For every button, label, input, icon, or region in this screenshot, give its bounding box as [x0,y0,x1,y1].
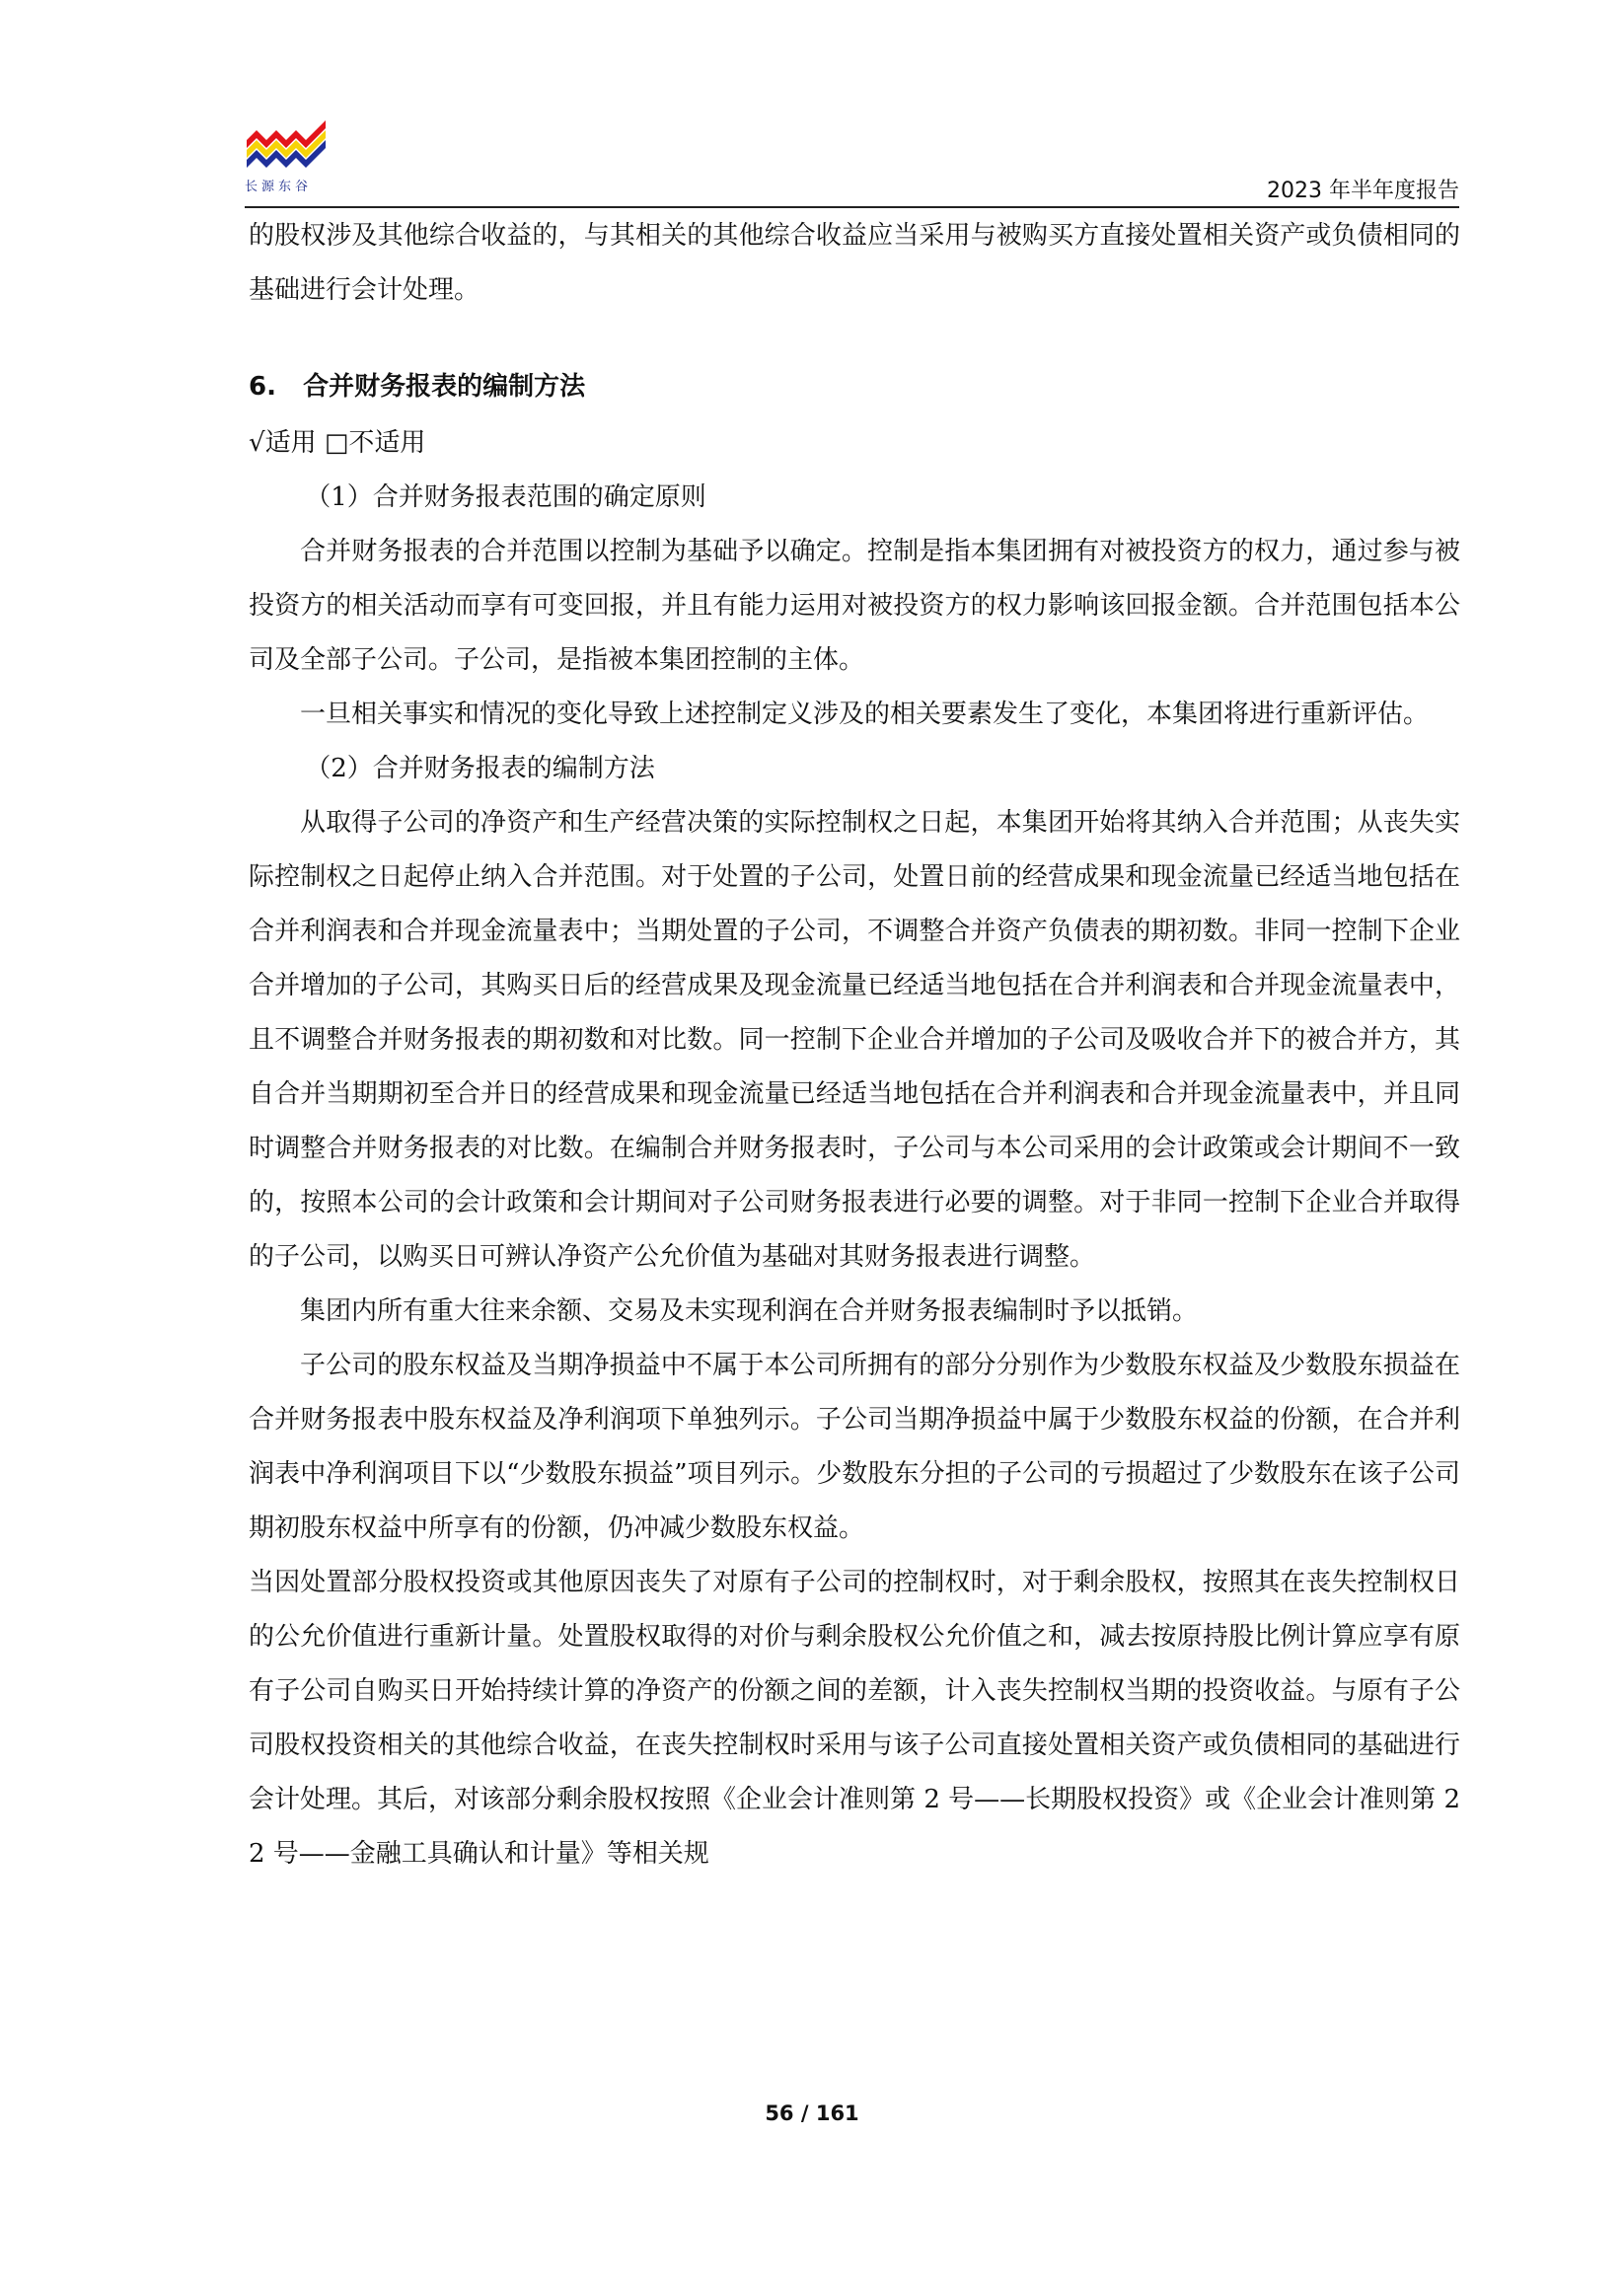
section-title: 合并财务报表的编制方法 [303,372,586,402]
section-number: 6. [249,372,276,402]
company-logo [245,116,333,194]
header-divider [245,206,1459,208]
logo-waves-icon [245,116,328,174]
paragraph: 合并财务报表的合并范围以控制为基础予以确定。控制是指本集团拥有对被投资方的权力，通过参与被投资方的相关活动而享有可变回报，并且有能力运用对被投资方的权力影响该回报金额。合并范围包括本公司及全部子公司。子公司，是指被本集团控制的主体。 [249,537,1460,675]
paragraph: 的股权涉及其他综合收益的，与其相关的其他综合收益应当采用与被购买方直接处置相关资产或负债相同的基础进行会计处理。 [249,221,1460,305]
report-title: 2023 年半年度报告 [1267,179,1459,203]
paragraph: 从取得子公司的净资产和生产经营决策的实际控制权之日起，本集团开始将其纳入合并范围；从丧失实际控制权之日起停止纳入合并范围。对于处置的子公司，处置日前的经营成果和现金流量已经适当地包括在合并利润表和合并现金流量表中；当期处置的子公司，不调整合并资产负债表的期初数。非同一控制下企业合并增加的子公司，其购买日后的经营成果及现金流量已经适当地包括在合并利润表和合并现金流量表中，且不调整合并财务报表的期初数和对比数。同一控制下企业合并增加的子公司及吸收合并下的被合并方，其自合并当期期初至合并日的经营成果和现金流量已经适当地包括在合并利润表和合并现金流量表中，并且同时调整合并财务报表的对比数。在编制合并财务报表时，子公司与本公司采用的会计政策或会计期间不一致的，按照本公司的会计政策和会计期间对子公司财务报表进行必要的调整。对于非同一控制下企业合并取得的子公司，以购买日可辨认净资产公允价值为基础对其财务报表进行调整。 [249,808,1460,1272]
paragraph: 子公司的股东权益及当期净损益中不属于本公司所拥有的部分分别作为少数股东权益及少数股东损益在合并财务报表中股东权益及净利润项下单独列示。子公司当期净损益中属于少数股东权益的份额，在合并利润表中净利润项目下以“少数股东损益”项目列示。少数股东分担的子公司的亏损超过了少数股东在该子公司期初股东权益中所享有的份额，仍冲减少数股东权益。 [249,1351,1460,1543]
paragraph: 集团内所有重大往来余额、交易及未实现利润在合并财务报表编制时予以抵销。 [300,1296,1199,1326]
section-heading [249,357,1460,416]
paragraph: 当因处置部分股权投资或其他原因丧失了对原有子公司的控制权时，对于剩余股权，按照其在丧失控制权日的公允价值进行重新计量。处置股权取得的对价与剩余股权公允价值之和，减去按原持股比例计算应享有原有子公司自购买日开始持续计算的净资产的份额之间的差额，计入丧失控制权当期的投资收益。与原有子公司股权投资相关的其他综合收益，在丧失控制权时采用与该子公司直接处置相关资产或负债相同的基础进行会计处理。其后，对该部分剩余股权按照《企业会计准则第 2 号——长期股权投资》或《企业会计准则第 22 号——金融工具确认和计量》等相关规 [249,1568,1460,1869]
paragraph: 一旦相关事实和情况的变化导致上述控制定义涉及的相关要素发生了变化，本集团将进行重新评估。 [300,700,1430,729]
logo-text: 长源东谷 [245,180,313,194]
page-body [249,209,1460,1881]
applicability-checkbox-line: √适用 □不适用 [249,428,426,458]
spacer [249,318,1460,357]
subsection-title: （1）合并财务报表范围的确定原则 [305,482,706,512]
subsection-title: （2）合并财务报表的编制方法 [305,754,655,783]
page-number: 56 / 161 [765,2101,859,2125]
